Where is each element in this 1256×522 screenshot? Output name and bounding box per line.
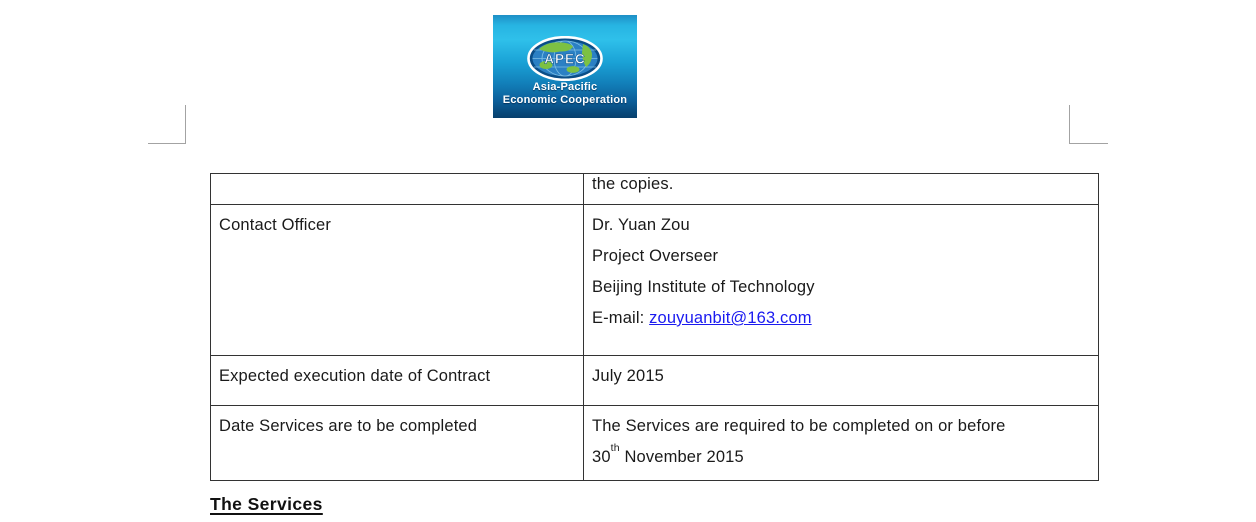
text-boundary-corner-right — [1069, 105, 1108, 144]
completion-day: 30 — [592, 448, 611, 466]
apec-logo — [493, 15, 637, 118]
contact-institution: Beijing Institute of Technology — [592, 278, 815, 296]
apec-caption-line2: Economic Cooperation — [502, 93, 628, 106]
table-row-contact-officer — [211, 205, 1099, 356]
text-boundary-corner-left — [148, 105, 186, 144]
cell-execution-date-value — [584, 356, 1099, 406]
apec-caption — [493, 81, 637, 106]
cell-completion-date-label — [211, 406, 584, 481]
contract-details-table — [210, 173, 1099, 481]
completion-month-year: November 2015 — [619, 448, 744, 466]
cell-execution-date-label — [211, 356, 584, 406]
contact-name: Dr. Yuan Zou — [592, 216, 690, 234]
cell-contact-officer-label — [211, 205, 584, 356]
execution-date-label-text: Expected execution date of Contract — [219, 367, 491, 385]
section-heading-the-services: The Services — [210, 494, 323, 514]
apec-globe-icon — [527, 36, 603, 81]
apec-caption-line1: Asia-Pacific — [532, 81, 598, 93]
email-link[interactable]: zouyuanbit@163.com — [649, 309, 812, 327]
completion-sentence-line1: The Services are required to be completed on or before — [592, 417, 1006, 435]
email-prefix: E-mail: — [592, 309, 650, 327]
cell-label-empty — [211, 174, 584, 205]
contact-officer-label-text: Contact Officer — [219, 216, 331, 234]
completion-date-label-text: Date Services are to be completed — [219, 417, 478, 435]
cell-contact-officer-value — [584, 205, 1099, 356]
cell-copies-text: the copies. — [592, 175, 674, 193]
contact-role: Project Overseer — [592, 247, 719, 265]
contact-email-line — [592, 308, 1090, 329]
completion-sentence-line2 — [592, 441, 1090, 468]
apec-globe-text: APEC — [544, 51, 586, 67]
cell-copies — [584, 174, 1099, 205]
table-row-continued — [211, 174, 1099, 205]
execution-date-value-text: July 2015 — [592, 367, 664, 385]
completion-day-ordinal: th — [610, 441, 620, 454]
table-row-completion-date — [211, 406, 1099, 481]
cell-completion-date-value — [584, 406, 1099, 481]
table-row-execution-date — [211, 356, 1099, 406]
